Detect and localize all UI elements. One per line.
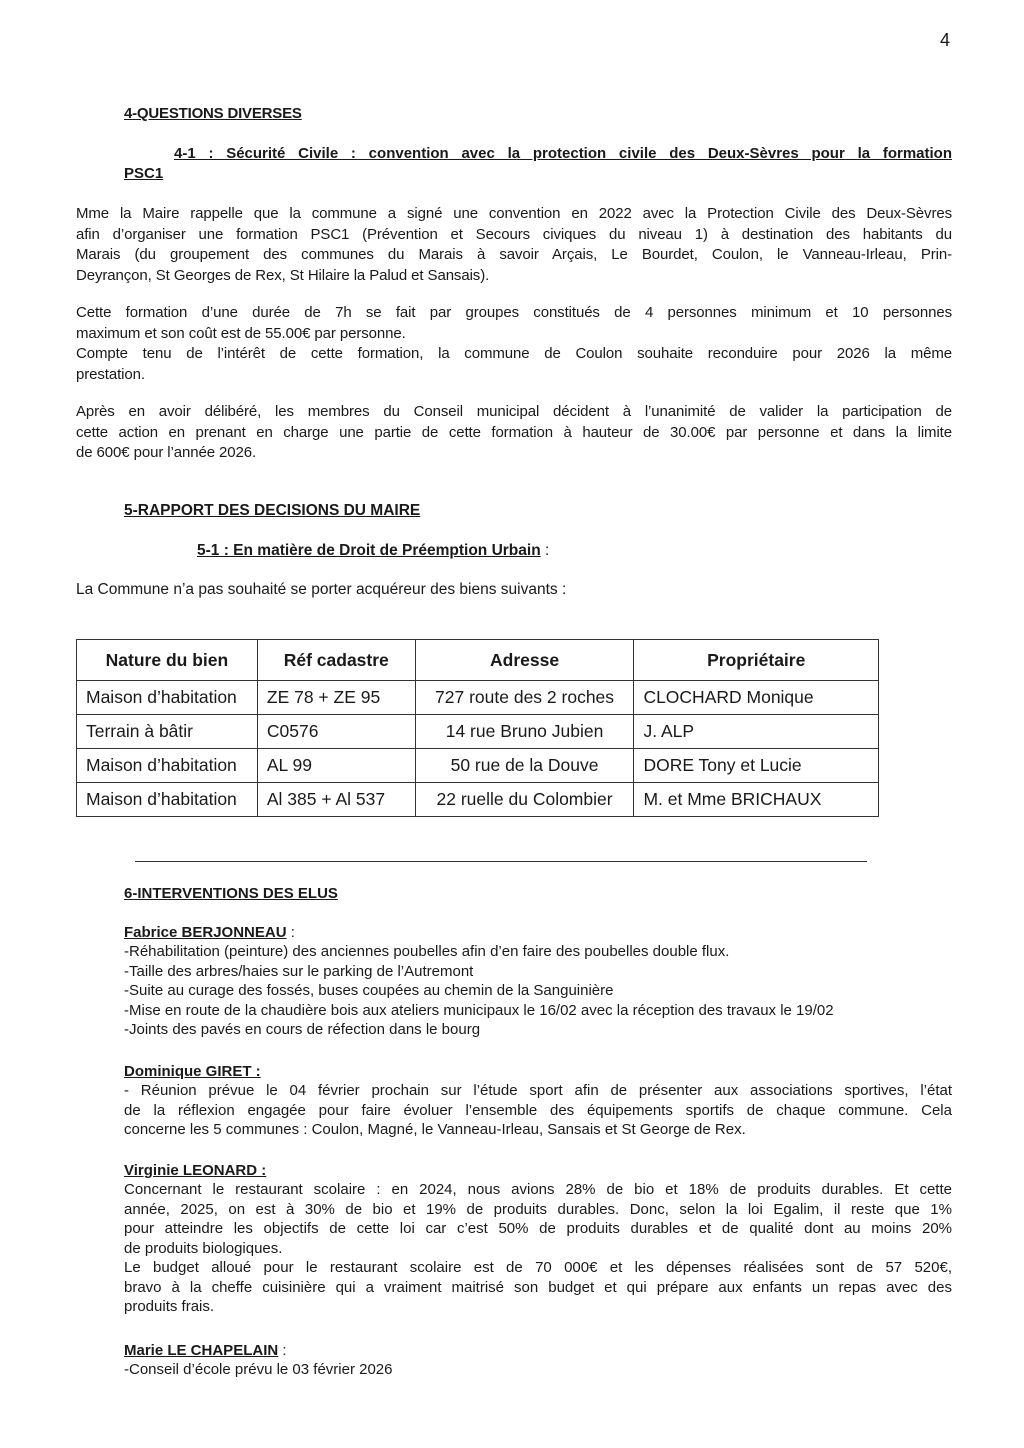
cell-ref-cadastre: AL 99 (257, 749, 415, 783)
section-4-1-title-line1: 4-1 : Sécurité Civile : convention avec la protection civile des Deux-Sèvres pour la formation (174, 145, 952, 162)
section-4-1-title (124, 145, 952, 162)
elu-berjonneau (124, 924, 952, 1040)
cell-proprietaire: M. et Mme BRICHAUX (634, 783, 879, 817)
cell-adresse: 22 ruelle du Colombier (415, 783, 634, 817)
paragraph-formation-details (76, 303, 952, 385)
cell-proprietaire: CLOCHARD Monique (634, 681, 879, 715)
text-line: - Réunion prévue le 04 février prochain sur l’étude sport afin de présenter aux associations sportives, l’état (124, 1082, 952, 1099)
text-line: Concernant le restaurant scolaire : en 2024, nous avions 28% de bio et 18% de produits durables. Et cette (124, 1181, 952, 1198)
text-line: pour atteindre les objectifs de cette loi car c’est 50% de produits durables et de qualité dont au moins 20% (124, 1220, 952, 1237)
column-header-proprietaire: Propriétaire (634, 640, 879, 681)
table-row (77, 715, 879, 749)
elu-giret (124, 1063, 952, 1140)
dpu-intro: La Commune n’a pas souhaité se porter acquéreur des biens suivants : (76, 581, 567, 598)
text-line: bravo à la cheffe cuisinière qui a vraiment maitrisé son budget et qui prépare aux enfants un repas avec des (124, 1278, 952, 1296)
text-line: année, 2025, on est à 30% de bio et 19% de produits durables. Donc, selon la loi Egalim, il reste que 1% (124, 1200, 952, 1218)
cell-nature: Maison d’habitation (77, 749, 258, 783)
list-item: -Suite au curage des fossés, buses coupées au chemin de la Sanguinière (124, 982, 614, 999)
cell-proprietaire: J. ALP (634, 715, 879, 749)
text-line: afin d’organiser une formation PSC1 (Prévention et Secours civiques du niveau 1) à destination des habitants du (76, 225, 952, 243)
column-header-adresse: Adresse (415, 640, 634, 681)
list-item: -Taille des arbres/haies sur le parking de l’Autremont (124, 962, 474, 980)
page-number: 4 (940, 30, 951, 50)
paragraph-psc1-convention (76, 204, 952, 286)
list-item: -Réhabilitation (peinture) des anciennes poubelles afin d’en faire des poubelles double flux. (124, 943, 730, 960)
elu-le-chapelain (124, 1342, 952, 1380)
cell-nature: Maison d’habitation (77, 681, 258, 715)
elu-name: Dominique GIRET : (124, 1063, 261, 1080)
text-line: Marais (du groupement des communes du Marais à savoir Arçais, Le Bourdet, Coulon, le Vanneau-Irleau, Prin- (76, 246, 952, 263)
column-header-nature: Nature du bien (77, 640, 258, 681)
cell-ref-cadastre: ZE 78 + ZE 95 (257, 681, 415, 715)
text-line: Le budget alloué pour le restaurant scolaire est de 70 000€ et les dépenses réalisées sont de 57 520€, (124, 1259, 952, 1276)
section-5-1-colon: : (540, 542, 550, 559)
cell-nature: Maison d’habitation (77, 783, 258, 817)
text-line: produits frais. (124, 1298, 215, 1315)
text-line: Deyrançon, St Georges de Rex, St Hilaire la Palud et Sansais). (76, 266, 490, 284)
section-5-title: 5-RAPPORT DES DECISIONS DU MAIRE (124, 502, 421, 519)
text-line: de produits biologiques. (124, 1239, 283, 1257)
section-6-title: 6-INTERVENTIONS DES ELUS (124, 885, 338, 902)
section-4-title: 4-QUESTIONS DIVERSES (124, 105, 302, 122)
text-line: Cette formation d’une durée de 7h se fait par groupes constitués de 4 personnes minimum et 10 personnes (76, 304, 952, 321)
separator-line (135, 861, 867, 862)
list-item: -Mise en route de la chaudière bois aux ateliers municipaux le 16/02 avec la réception des travaux le 19/02 (124, 1001, 834, 1019)
table-row (77, 681, 879, 715)
column-header-ref-cadastre: Réf cadastre (257, 640, 415, 681)
dpu-table (76, 639, 879, 817)
text-line: de 600€ pour l’année 2026. (76, 444, 257, 461)
table-row (77, 749, 879, 783)
text-line: Mme la Maire rappelle que la commune a signé une convention en 2022 avec la Protection Civile des Deux-Sèvres (76, 205, 952, 222)
cell-ref-cadastre: Al 385 + Al 537 (257, 783, 415, 817)
section-5-1-title (197, 542, 549, 560)
text-line: maximum et son coût est de 55.00€ par personne. (76, 324, 406, 342)
elu-name: Marie LE CHAPELAIN (124, 1342, 279, 1359)
cell-nature: Terrain à bâtir (77, 715, 258, 749)
cell-adresse: 50 rue de la Douve (415, 749, 634, 783)
table-row (77, 783, 879, 817)
section-4-1-title-line2: PSC1 (124, 165, 164, 182)
cell-adresse: 727 route des 2 roches (415, 681, 634, 715)
cell-ref-cadastre: C0576 (257, 715, 415, 749)
table-header-row (77, 640, 879, 681)
elu-leonard (124, 1162, 952, 1317)
text-line: cette action en prenant en charge une partie de cette formation à hauteur de 30.00€ par personne et dans la limite (76, 423, 952, 441)
list-item: -Conseil d’école prévu le 03 février 2026 (124, 1361, 393, 1378)
list-item: -Joints des pavés en cours de réfection dans le bourg (124, 1021, 481, 1038)
elu-colon: : (278, 1342, 287, 1359)
cell-proprietaire: DORE Tony et Lucie (634, 749, 879, 783)
cell-adresse: 14 rue Bruno Jubien (415, 715, 634, 749)
elu-name: Virginie LEONARD : (124, 1162, 267, 1179)
elu-colon: : (286, 924, 295, 941)
elu-name: Fabrice BERJONNEAU (124, 924, 287, 941)
text-line: Compte tenu de l’intérêt de cette formation, la commune de Coulon souhaite reconduire pour 2026 la même (76, 345, 952, 362)
text-line: Après en avoir délibéré, les membres du Conseil municipal décident à l’unanimité de valider la participation de (76, 403, 952, 420)
text-line: prestation. (76, 365, 145, 383)
text-line: de la réflexion engagée pour faire évoluer l’ensemble des équipements sportifs de chaque commune. Cela (124, 1101, 952, 1119)
text-line: concerne les 5 communes : Coulon, Magné, le Vanneau-Irleau, Sansais et St George de Rex. (124, 1121, 746, 1138)
section-5-1-title-text: 5-1 : En matière de Droit de Préemption Urbain (197, 542, 541, 559)
paragraph-deliberation (76, 402, 952, 464)
